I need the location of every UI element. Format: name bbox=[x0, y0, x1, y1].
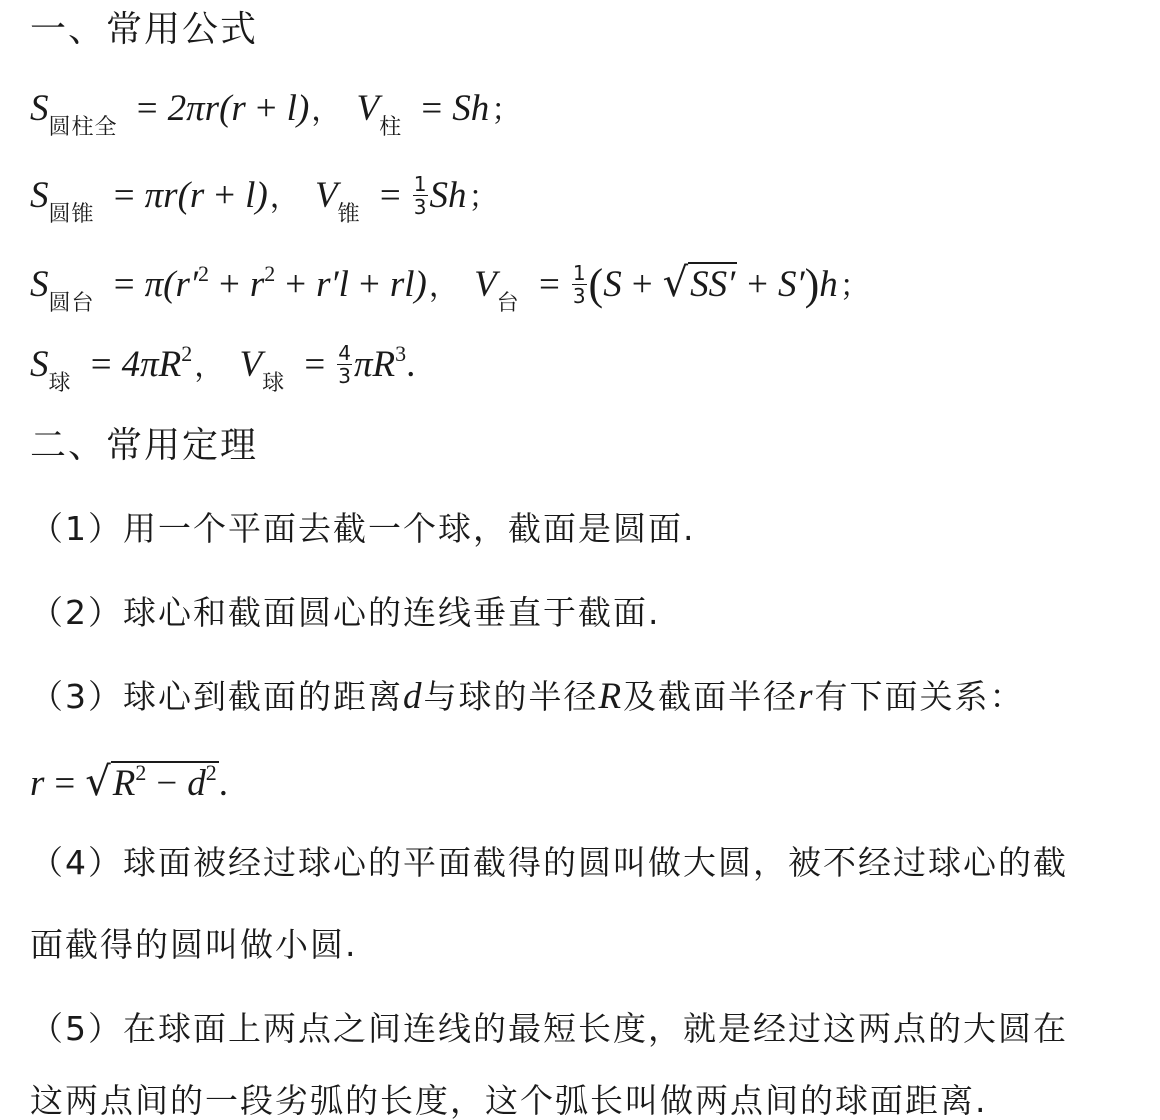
theorem-item-2: （2）球心和截面圆心的连线垂直于截面. bbox=[30, 593, 661, 632]
theorem-item-5-line-1: （5）在球面上两点之间连线的最短长度，就是经过这两点的大圆在 bbox=[30, 1009, 1068, 1048]
fraction-one-third: $\frac{1}{3}$ bbox=[572, 261, 586, 309]
formula-frustum: $S_{圆台} = \pi(r'^2 + r^2 + r'l + rl)$， $V_台$ = $\frac{1}{3}$ (S + √SS′ + S′)h； bbox=[30, 260, 870, 316]
theorem-item-1: （1）用一个平面去截一个球，截面是圆面. bbox=[30, 509, 696, 548]
section2-heading: 二、常用定理 bbox=[30, 425, 259, 466]
theorem-item-4-line-1: （4）球面被经过球心的平面截得的圆叫做大圆，被不经过球心的截 bbox=[30, 843, 1068, 882]
section1-heading: 一、常用公式 bbox=[30, 9, 259, 50]
formula-sphere: $S_球 = 4\pi R^2$， $V_球$ = $\frac{4}{3}$ $\pi R^3$. bbox=[30, 340, 416, 396]
sqrt-sign: √ bbox=[662, 260, 689, 306]
theorem-item-4-line-2: 面截得的圆叫做小圆. bbox=[30, 925, 358, 964]
sqrt-sign: √ bbox=[85, 759, 111, 805]
theorem-item-3: （3）球心到截面的距离d与球的半径R及截面半径r有下面关系： bbox=[30, 676, 1025, 717]
theorem-item-5-line-2: 这两点间的一段劣弧的长度，这个弧长叫做两点间的球面距离. bbox=[30, 1081, 988, 1120]
formula-cone: $S_{圆锥} = \pi r(r + l)$， $V_锥$ = $\frac{1}{3}$ Sh； bbox=[30, 172, 499, 227]
fraction-one-third: $\frac{1}{3}$ bbox=[413, 172, 427, 219]
formula-cylinder: $S_{圆柱全} = 2\pi r(r + l)$， $V_柱 = Sh$； bbox=[30, 88, 522, 140]
formula-section-radius: $r = √R^2 - d^2$. bbox=[30, 759, 229, 805]
fraction-four-thirds: $\frac{4}{3}$ bbox=[338, 341, 352, 388]
